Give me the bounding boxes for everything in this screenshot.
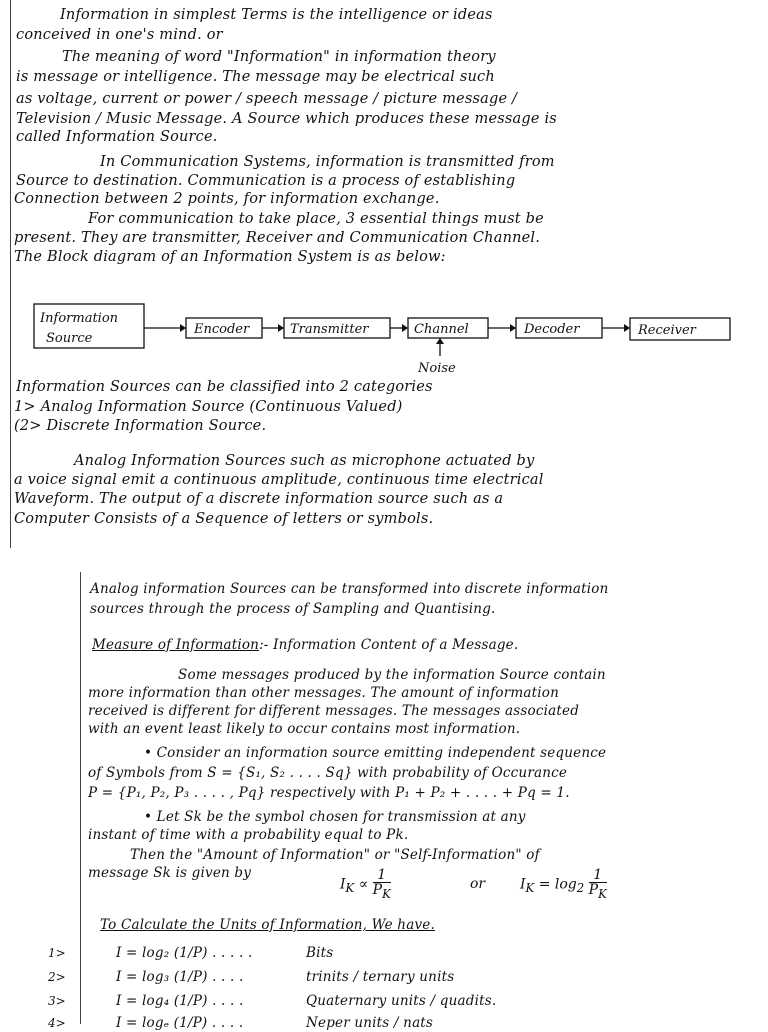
text-line: is message or intelligence. The message may be electrical such	[16, 69, 495, 85]
list-number: 2>	[48, 970, 66, 984]
text-line: Source to destination. Communication is a process of establishing	[16, 173, 516, 189]
text-line: 1> Analog Information Source (Continuous Valued)	[14, 399, 403, 415]
text-line: • Let Sk be the symbol chosen for transmission at any	[144, 809, 526, 825]
unit-name: Neper units / nats	[306, 1015, 434, 1031]
text-line: Analog Information Sources such as microphone actuated by	[74, 453, 535, 469]
measure-line	[92, 636, 518, 654]
block-label: Receiver	[638, 323, 696, 338]
unit-name: Quaternary units / quadits.	[306, 993, 497, 1009]
text-line: The meaning of word "Information" in information theory	[62, 49, 496, 65]
section-subtitle: :- Information Content of a Message.	[259, 637, 519, 653]
text-line: • Consider an information source emitting independent sequence	[144, 745, 607, 761]
text-line: (2> Discrete Information Source.	[14, 418, 267, 434]
text-line: Information in simplest Terms is the intelligence or ideas	[60, 7, 493, 23]
text-line: more information than other messages. The amount of information	[88, 685, 560, 701]
text-line: Then the "Amount of Information" or "Self-Information" of	[130, 847, 540, 863]
text-line: a voice signal emit a continuous amplitude, continuous time electrical	[14, 472, 544, 488]
block-label: Transmitter	[290, 322, 369, 337]
text-line: Some messages produced by the information Source contain	[178, 667, 606, 683]
text-line: instant of time with a probability equal to Pk.	[88, 827, 409, 843]
unit-expression: I = log₂ (1/P) . . . . .	[116, 945, 253, 961]
text-line: P = {P₁, P₂, P₃ . . . . , Pq} respectively with P₁ + P₂ + . . . . + Pq = 1.	[88, 785, 570, 801]
list-number: 3>	[48, 994, 66, 1008]
margin-line	[80, 572, 81, 1024]
noise-label: Noise	[418, 361, 456, 376]
text-line: For communication to take place, 3 essential things must be	[88, 211, 544, 227]
unit-expression: I = logₑ (1/P) . . . .	[116, 1015, 244, 1031]
block-label: Decoder	[524, 322, 580, 337]
unit-name: trinits / ternary units	[306, 969, 455, 985]
block-label: Information	[40, 311, 119, 326]
text-line: present. They are transmitter, Receiver and Communication Channel.	[14, 230, 541, 246]
text-line: Waveform. The output of a discrete information source such as a	[14, 491, 504, 507]
formula-conjunction: or	[470, 876, 486, 892]
list-number: 1>	[48, 946, 66, 960]
block-label: Channel	[414, 322, 469, 337]
text-line: Information Sources can be classified into 2 categories	[16, 379, 433, 395]
unit-expression: I = log₄ (1/P) . . . .	[116, 993, 244, 1009]
block-label: Encoder	[194, 322, 250, 337]
text-line: called Information Source.	[16, 129, 218, 145]
units-heading: To Calculate the Units of Information, We have.	[100, 917, 435, 933]
text-line: Analog information Sources can be transformed into discrete information	[90, 581, 609, 597]
text-line: In Communication Systems, information is transmitted from	[100, 154, 555, 170]
text-line: Computer Consists of a Sequence of letters or symbols.	[14, 511, 434, 527]
section-heading: Measure of Information	[92, 637, 260, 653]
block-label: Source	[46, 331, 93, 346]
text-line: Television / Music Message. A Source which produces these message is	[16, 111, 557, 127]
notes-page-2	[0, 572, 768, 1031]
text-line: Connection between 2 points, for information exchange.	[14, 191, 440, 207]
text-line: sources through the process of Sampling and Quantising.	[90, 601, 496, 617]
text-line: with an event least likely to occur contains most information.	[88, 721, 521, 737]
text-line: The Block diagram of an Information System is as below:	[14, 249, 446, 265]
text-line: of Symbols from S = {S₁, S₂ . . . . Sq} with probability of Occurance	[88, 765, 568, 781]
page-gap	[0, 548, 768, 572]
formula-proportional: $I_K$ ∝ $\frac{1}{P_K}$	[340, 867, 391, 901]
margin-line	[10, 0, 11, 548]
text-line: as voltage, current or power / speech message / picture message /	[16, 91, 518, 107]
block-diagram	[0, 298, 768, 378]
unit-expression: I = log₃ (1/P) . . . .	[116, 969, 244, 985]
formula-log: $I_K = \log_2$ $\frac{1}{P_K}$	[520, 867, 607, 901]
text-line: received is different for different messages. The messages associated	[88, 703, 580, 719]
text-line: conceived in one's mind. or	[16, 27, 223, 43]
text-line: message Sk is given by	[88, 865, 252, 881]
list-number: 4>	[48, 1016, 66, 1030]
unit-name: Bits	[306, 945, 334, 961]
